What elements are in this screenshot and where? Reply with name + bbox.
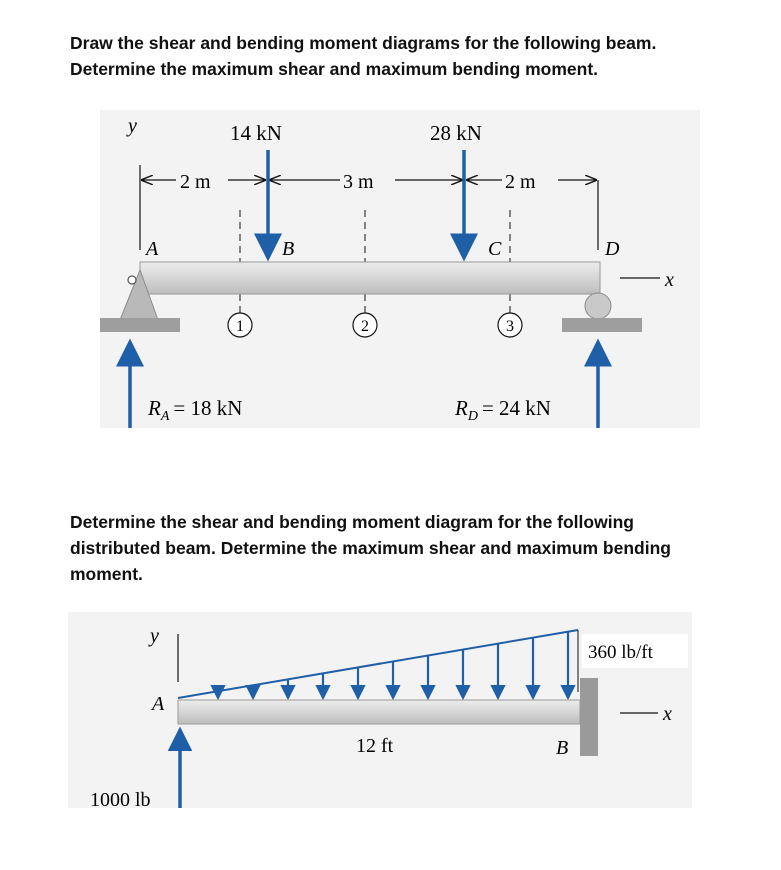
- ground-D: [562, 318, 642, 332]
- section2-number: 2: [361, 318, 369, 335]
- load-intensity-label: 360 lb/ft: [588, 642, 653, 663]
- reaction-A-subscript: A: [160, 409, 170, 424]
- fig2-point-B-label: B: [556, 737, 569, 759]
- beam-2: [178, 700, 580, 724]
- reaction-D-value: = 24 kN: [481, 396, 551, 420]
- reaction-D-subscript: D: [467, 409, 478, 424]
- point-B-label: B: [282, 238, 295, 260]
- span-label: 12 ft: [356, 735, 394, 757]
- beam-figure-2: [68, 612, 692, 812]
- roller-D: [585, 293, 611, 319]
- problem1-prompt: Draw the shear and bending moment diagrams for the following beam. Determine the maximum shear and maximum bending moment.: [70, 33, 657, 79]
- pin-A: [128, 276, 136, 284]
- fig2-y-axis-label: y: [150, 625, 159, 647]
- section1-number: 1: [236, 318, 244, 335]
- point-D-label: D: [605, 238, 620, 260]
- fixed-support-B: [580, 678, 598, 756]
- section3-number: 3: [506, 318, 514, 335]
- reaction-A-value: = 18 kN: [173, 396, 243, 420]
- x-axis-label: x: [665, 269, 674, 291]
- beam-1: [140, 262, 600, 294]
- beam-figure-2-svg: [68, 612, 692, 812]
- fig2-point-A-label: A: [152, 693, 165, 715]
- beam-figure-1-svg: [100, 110, 700, 430]
- ground-A: [100, 318, 180, 332]
- reaction-D-symbol: R: [455, 396, 468, 420]
- problem2-prompt: Determine the shear and bending moment diagram for the following distributed beam. Determine the maximum shear and maximum bending moment.: [70, 512, 671, 584]
- dim2-label: 3 m: [343, 171, 374, 193]
- load1-label: 14 kN: [230, 121, 282, 145]
- beam-figure-1: [100, 110, 700, 430]
- dim3-label: 2 m: [505, 171, 536, 193]
- load2-label: 28 kN: [430, 121, 482, 145]
- point-C-label: C: [488, 238, 502, 260]
- fig2-reaction-label: 1000 lb: [90, 789, 151, 811]
- dim1-label: 2 m: [180, 171, 211, 193]
- point-A-label: A: [146, 238, 159, 260]
- reaction-A-symbol: R: [148, 396, 161, 420]
- fig2-x-axis-label: x: [663, 703, 672, 725]
- y-axis-label: y: [128, 115, 137, 137]
